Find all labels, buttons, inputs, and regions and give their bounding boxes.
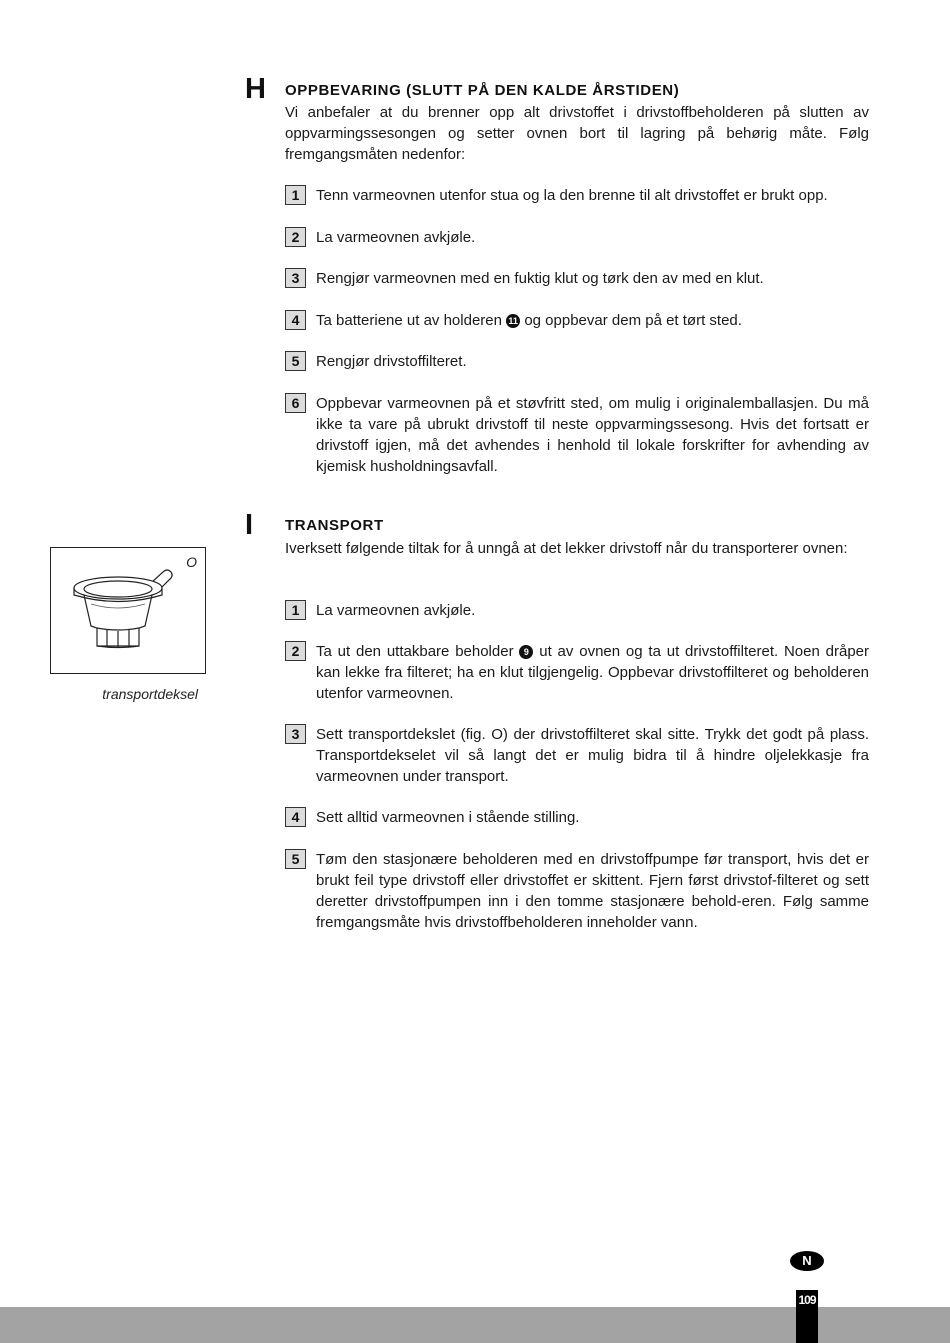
step-text-before: Ta batteriene ut av holderen xyxy=(316,312,502,329)
step-text: Rengjør drivstoffilteret. xyxy=(316,353,467,370)
figure-transport-cover xyxy=(50,547,206,674)
step-number: 1 xyxy=(285,600,306,620)
section-title-storage: OPPBEVARING (SLUTT PÅ DEN KALDE ÅRSTIDEN) xyxy=(285,82,680,99)
language-badge: N xyxy=(790,1251,824,1271)
step-number: 4 xyxy=(285,807,306,827)
transport-cover-illustration xyxy=(51,548,205,673)
figure-caption: transportdeksel xyxy=(102,686,198,702)
step-number: 4 xyxy=(285,310,306,330)
storage-step-1 xyxy=(285,185,869,206)
step-text xyxy=(316,310,869,331)
transport-step-3 xyxy=(285,724,869,787)
section-intro-storage: Vi anbefaler at du brenner opp alt drivstoffet i drivstoffbeholderen på slutten av oppvarmingssesongen og setter ovnen bort til lagring på behørig måte. Følg fremgangsmåten nedenfor: xyxy=(285,104,869,163)
step-text: Sett transportdekslet (fig. O) der drivstoffilteret skal sitte. Trykk det godt på plass. Transportdekselet vil så langt det er mulig bidra til å hindre oljelekkasje fra varmeovnen under transport. xyxy=(316,726,869,785)
step-text: Rengjør varmeovnen med en fuktig klut og tørk den av med en klut. xyxy=(316,270,764,287)
step-number: 5 xyxy=(285,351,306,371)
section-title-transport: TRANSPORT xyxy=(285,517,384,534)
step-number: 3 xyxy=(285,268,306,288)
step-number: 2 xyxy=(285,227,306,247)
part-reference-badge: 9 xyxy=(519,645,533,659)
step-number: 2 xyxy=(285,641,306,661)
step-text: Tøm den stasjonære beholderen med en drivstoffpumpe før transport, hvis det er brukt feil type drivstoff eller drivstoffet er skittent. Fjern først drivstof-filteret og sett deretter drivstoffpumpen inn i den tomme stasjonære behold-eren. Følg samme fremgangsmåte hvis drivstoffbeholderen inneholder vann. xyxy=(316,851,869,931)
figure-label: O xyxy=(186,554,197,570)
step-text: La varmeovnen avkjøle. xyxy=(316,229,476,246)
storage-step-5 xyxy=(285,351,869,372)
step-text: Sett alltid varmeovnen i stående stilling. xyxy=(316,809,580,826)
section-intro-transport: Iverksett følgende tiltak for å unngå at det lekker drivstoff når du transporterer ovnen: xyxy=(285,540,848,557)
transport-step-1 xyxy=(285,600,869,621)
step-text-before: Ta ut den uttakbare beholder xyxy=(316,643,514,660)
step-number: 5 xyxy=(285,849,306,869)
page-number: 109 xyxy=(798,1293,816,1307)
step-text: Oppbevar varmeovnen på et støvfritt sted, om mulig i originalemballasjen. Du må ikke ta vare på ubrukt drivstoff til neste oppvarmingssesong. Hvis det fortsatt er drivstoff igjen, må det avhendes i henhold til lokale forskrifter for avhending av kjemisk husholdningsavfall. xyxy=(316,395,869,475)
storage-step-2 xyxy=(285,227,869,248)
storage-step-3 xyxy=(285,268,869,289)
step-text: La varmeovnen avkjøle. xyxy=(316,602,476,619)
transport-step-5 xyxy=(285,849,869,933)
part-reference-badge: 11 xyxy=(506,314,520,328)
step-number: 1 xyxy=(285,185,306,205)
section-letter-i: I xyxy=(245,509,254,541)
storage-step-4 xyxy=(285,310,869,331)
transport-step-4 xyxy=(285,807,869,828)
step-number: 6 xyxy=(285,393,306,413)
step-text xyxy=(316,641,869,704)
step-text-after: og oppbevar dem på et tørt sted. xyxy=(524,312,742,329)
step-text: Tenn varmeovnen utenfor stua og la den brenne til alt drivstoffet er brukt opp. xyxy=(316,187,828,204)
transport-step-2 xyxy=(285,641,869,704)
section-letter-h: H xyxy=(245,73,266,105)
storage-step-6 xyxy=(285,393,869,477)
step-text-after: ut av ovnen og ta ut drivstoffilteret. Noen dråper kan lekke fra filteret; ha en klut tilgjengelig. Oppbevar drivstoffilteret og beholderen utenfor varmeovnen. xyxy=(316,643,870,702)
step-number: 3 xyxy=(285,724,306,744)
